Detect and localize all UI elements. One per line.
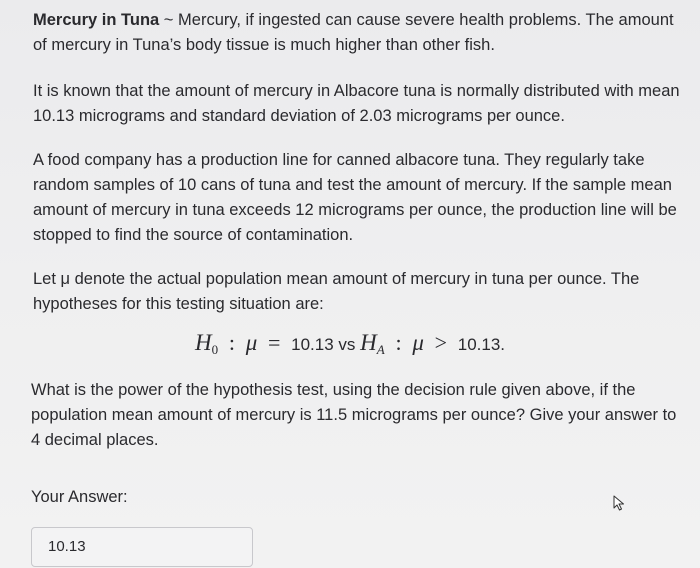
vs-text: vs [338,335,356,354]
mouse-pointer-icon [611,494,629,512]
intro-text: ~ Mercury, if ingested can cause severe health problems. The amount of mercury in Tuna’s body tissue is much higher than other fish. [33,11,674,54]
null-hypothesis-symbol: H [194,330,212,355]
colon-symbol: : [228,330,235,355]
alt-value: 10.13. [457,335,506,354]
power-question-paragraph: What is the power of the hypothesis test, using the decision rule given above, if the population mean amount of mercury is 11.5 micrograms per ounce? Give your answer to 4 decimal places. [31,381,677,449]
answer-input[interactable]: 10.13 [31,527,253,567]
equals-symbol: = [267,330,281,355]
greater-than-symbol: > [434,330,448,355]
hypotheses-formula [0,330,700,358]
null-subscript: 0 [211,342,219,357]
distribution-paragraph: It is known that the amount of mercury in Albacore tuna is normally distributed with mean 10.13 micrograms and standard deviation of 2.03 micrograms per ounce. [33,82,680,125]
intro-paragraph [33,8,690,58]
mu-symbol-alt: μ [412,330,424,355]
mu-symbol: μ [245,330,258,355]
answer-label: Your Answer: [31,488,128,506]
problem-title: Mercury in Tuna [33,11,160,29]
colon-symbol-alt: : [395,330,402,355]
alt-hypothesis-symbol: H [360,330,377,355]
alt-subscript: A [376,342,385,357]
hypotheses-intro-paragraph: Let μ denote the actual population mean amount of mercury in tuna per ounce. The hypotheses for this testing situation are: [33,270,640,313]
null-value: 10.13 [291,335,334,354]
production-paragraph: A food company has a production line for canned albacore tuna. They regularly take random samples of 10 cans of tuna and test the amount of mercury. If the sample mean amount of mercury in tuna exceeds 12 micrograms per ounce, the production line will be stopped to find the source of contamination. [33,151,677,244]
